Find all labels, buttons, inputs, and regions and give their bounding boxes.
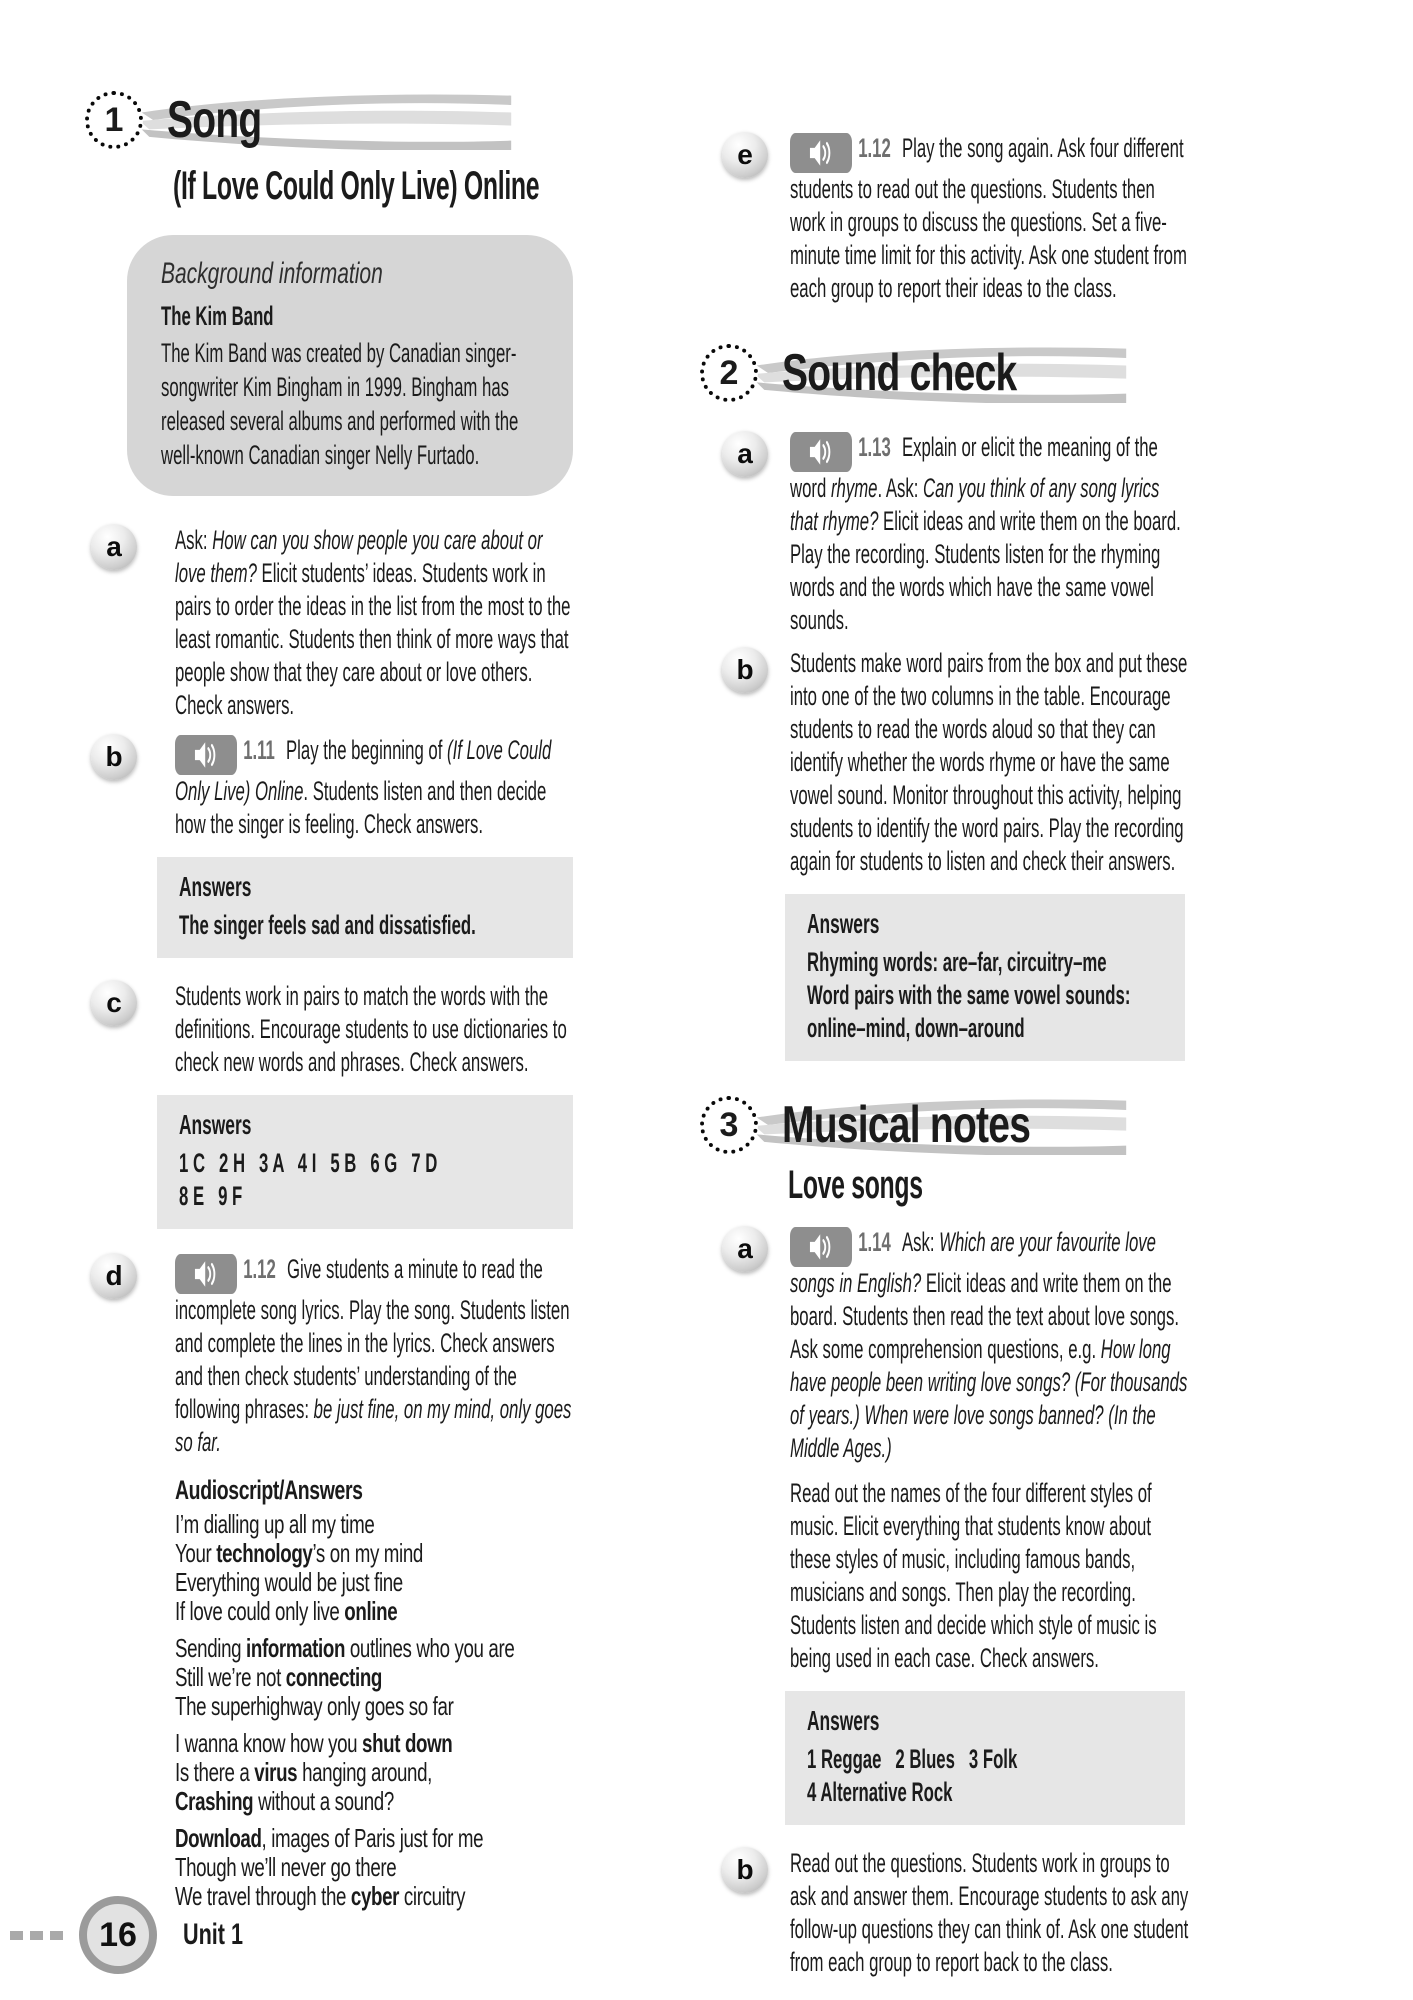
- left-column: [85, 88, 577, 1919]
- step-badge-d: d: [91, 1253, 137, 1299]
- instruction-runs: Play the beginning of (If Love Could Only Live) Online. Students listen and then decide how the singer is feeling. Check answers.: [175, 735, 552, 839]
- step-badge-c: c: [91, 980, 137, 1026]
- answers-title: Answers: [179, 871, 252, 902]
- lyric-line: We travel through the cyber circuitry: [175, 1881, 466, 1911]
- activity-item-d: [85, 1253, 577, 1459]
- musical-notes-item-a: [700, 1226, 1192, 1465]
- section-title: Song: [167, 91, 262, 149]
- sound-check-item-b: [700, 647, 1192, 878]
- speaker-icon: [790, 432, 852, 472]
- answers-title: Answers: [807, 908, 880, 939]
- answers-box: [157, 1095, 573, 1229]
- step-badge-a: a: [722, 1226, 768, 1272]
- lyrics-stanza: [175, 1510, 577, 1626]
- speaker-icon: [175, 735, 237, 775]
- audioscript-block: [175, 1475, 577, 1911]
- answer-line: 1 C 2 H 3 A 4 I 5 B 6 G 7 D: [179, 1148, 438, 1178]
- track-number: 1.13: [858, 432, 891, 462]
- instruction-text: [790, 132, 1192, 305]
- page-footer: [10, 1896, 266, 1974]
- instruction-runs: Explain or elicit the meaning of the word rhyme. Ask: Can you think of any song lyrics that rhyme? Elicit ideas and write them on the board. Play the recording. Students listen for the rhyming words and the words which have the same vowel sounds.: [790, 432, 1181, 635]
- background-information-box: [127, 235, 573, 496]
- lyric-line: The superhighway only goes so far: [175, 1691, 454, 1721]
- step-badge-b: b: [722, 647, 768, 693]
- lyric-line: Is there a virus hanging around,: [175, 1757, 433, 1787]
- speaker-icon: [790, 1227, 852, 1267]
- section-3-heading: [700, 1093, 1192, 1157]
- instruction-runs: Give students a minute to read the incomplete song lyrics. Play the song. Students listen and complete the lines in the lyrics. Check answers and then check students’ understanding of the following phrases: be just fine, on my mind, only goes so far.: [175, 1254, 572, 1457]
- right-column: [700, 88, 1192, 1979]
- step-badge-a: a: [722, 431, 768, 477]
- track-number: 1.14: [858, 1227, 891, 1257]
- section-2-heading: [700, 341, 1192, 405]
- speaker-icon: [790, 133, 852, 173]
- track-number: 1.12: [243, 1254, 276, 1284]
- love-songs-subtitle: Love songs: [788, 1163, 923, 1207]
- instruction-text: [175, 1253, 577, 1459]
- answers-title: Answers: [179, 1109, 252, 1140]
- instruction-text: Read out the names of the four different styles of music. Elicit everything that students know about these styles of music, including famous bands, musicians and songs. Then play the recording. Students listen and decide which style of music is being used in each case. Check answers.: [790, 1478, 1157, 1673]
- song-subtitle: (If Love Could Only Live) Online: [173, 164, 540, 208]
- track-number: 1.11: [243, 735, 275, 765]
- section-number-badge: 3: [700, 1096, 758, 1154]
- lyric-line: Download, images of Paris just for me: [175, 1823, 484, 1853]
- section-number-badge: 1: [85, 91, 143, 149]
- unit-label: Unit 1: [183, 1918, 244, 1951]
- answer-line: 1 Reggae 2 Blues 3 Folk: [807, 1744, 1018, 1774]
- lyric-line: I wanna know how you shut down: [175, 1728, 453, 1758]
- footer-dashes-icon: [10, 1931, 63, 1940]
- sound-check-item-a: [700, 431, 1192, 637]
- lyric-line: Though we’ll never go there: [175, 1852, 397, 1882]
- instruction-text: Ask: How can you show people you care about or love them? Elicit students’ ideas. Students work in pairs to order the ideas in the list from the most to the least romantic. Students then think of more ways that people show that they care about or love others. Check answers.: [175, 525, 571, 720]
- section-title: Musical notes: [782, 1096, 1031, 1154]
- activity-item-c: [85, 980, 577, 1079]
- instruction-runs: Ask: Which are your favourite love songs in English? Elicit ideas and write them on the board. Students then read the text about love songs. Ask some comprehension questions, e.g. How long have people been writing love songs? (For thousands of years.) When were love songs banned? (In the Middle Ages.): [790, 1227, 1188, 1463]
- instruction-text: Read out the questions. Students work in groups to ask and answer them. Encourage students to ask any follow-up questions they can think of. Ask one student from each group to report back to the class.: [790, 1848, 1189, 1977]
- answer-line: Rhyming words: are–far, circuitry–me: [807, 947, 1107, 977]
- activity-item-b: [85, 734, 577, 841]
- page-number-badge: 16: [79, 1896, 157, 1974]
- answer-line: 8 E 9 F: [179, 1181, 243, 1211]
- answers-title: Answers: [807, 1705, 880, 1736]
- activity-item-a: [85, 524, 577, 722]
- lyric-line: Sending information outlines who you are: [175, 1633, 515, 1663]
- instruction-text: [790, 1226, 1192, 1465]
- activity-item-e: [700, 132, 1192, 305]
- background-info-heading: Background information: [161, 257, 383, 290]
- instruction-runs: Play the song again. Ask four different students to read out the questions. Students then work in groups to discuss the questions. Set a five-minute time limit for this activity. Ask one student from each group to report their ideas to the class.: [790, 133, 1187, 303]
- step-badge-e: e: [722, 132, 768, 178]
- lyrics-stanza: [175, 1634, 577, 1721]
- step-badge-b: b: [722, 1847, 768, 1893]
- background-info-subheading: The Kim Band: [161, 301, 274, 331]
- musical-notes-paragraph: [700, 1477, 1192, 1675]
- instruction-text: Students make word pairs from the box and put these into one of the two columns in the table. Encourage students to read the words aloud so that they can identify whether the words rhyme or have the same vowel sound. Monitor throughout this activity, helping students to identify the word pairs. Play the recording again for students to listen and check their answers.: [790, 648, 1188, 876]
- section-title: Sound check: [782, 344, 1017, 402]
- answer-line: Word pairs with the same vowel sounds:: [807, 980, 1131, 1010]
- answer-line: The singer feels sad and dissatisfied.: [179, 910, 476, 940]
- background-info-body: The Kim Band was created by Canadian singer-songwriter Kim Bingham in 1999. Bingham has released several albums and performed with the well-known Canadian singer Nelly Furtado.: [161, 338, 519, 470]
- instruction-text: [790, 431, 1192, 637]
- lyric-line: Still we’re not connecting: [175, 1662, 383, 1692]
- lyrics-stanza: [175, 1729, 577, 1816]
- section-number-badge: 2: [700, 344, 758, 402]
- step-badge-a: a: [91, 524, 137, 570]
- step-badge-b: b: [91, 734, 137, 780]
- lyric-line: Your technology’s on my mind: [175, 1538, 423, 1568]
- musical-notes-item-b: [700, 1847, 1192, 1979]
- speaker-icon: [175, 1254, 237, 1294]
- lyric-line: I’m dialling up all my time: [175, 1509, 375, 1539]
- lyric-line: Everything would be just fine: [175, 1567, 403, 1597]
- audioscript-heading: Audioscript/Answers: [175, 1475, 363, 1505]
- section-1-heading: [85, 88, 577, 152]
- instruction-text: [175, 734, 577, 841]
- answer-line: online–mind, down–around: [807, 1013, 1025, 1043]
- lyric-line: If love could only live online: [175, 1596, 398, 1626]
- track-number: 1.12: [858, 133, 891, 163]
- answer-line: 4 Alternative Rock: [807, 1777, 953, 1807]
- instruction-text: Students work in pairs to match the words with the definitions. Encourage students to use dictionaries to check new words and phrases. Check answers.: [175, 981, 567, 1077]
- answers-box: [785, 894, 1185, 1061]
- lyric-line: Crashing without a sound?: [175, 1786, 394, 1816]
- answers-box: [785, 1691, 1185, 1825]
- answers-box: [157, 857, 573, 958]
